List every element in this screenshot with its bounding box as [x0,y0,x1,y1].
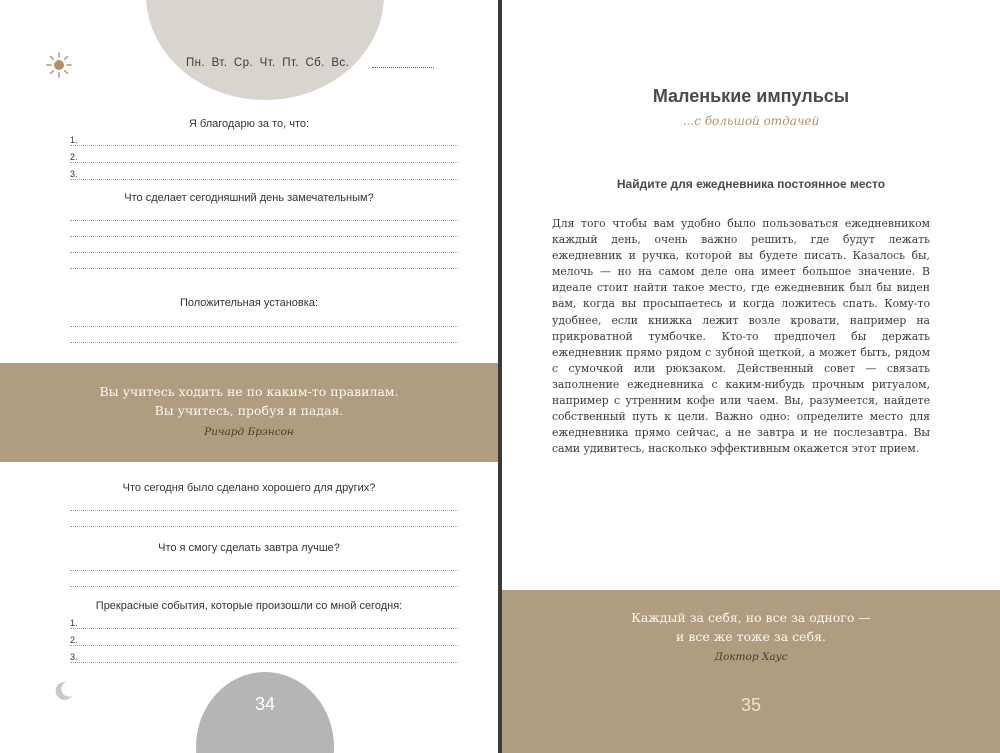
writing-line [70,618,458,629]
question-great-events: Прекрасные события, которые произошли со мной сегодня: [95,600,403,612]
writing-line [70,252,458,253]
writing-line [70,220,458,221]
section-heading: Найдите для ежедневника постоянное место [616,177,886,191]
quote-author: Доктор Хаус [714,651,788,663]
writing-line [70,152,458,163]
writing-line [70,652,458,663]
line-number: 1. [70,135,78,145]
question-grateful: Я благодарю за то, что: [188,118,310,130]
line-number: 3. [70,169,78,179]
writing-line [70,570,458,571]
question-do-better: Что я смогу сделать завтра лучше? [158,542,340,554]
right-page [502,0,1000,753]
writing-line [70,236,458,237]
line-number: 3. [70,652,78,662]
quote-line-2: и все же тоже за себя. [676,629,826,644]
question-affirmation: Положительная установка: [179,297,318,309]
writing-line [70,586,458,587]
quote-band [502,590,1000,753]
quote-line-1: Вы учитесь ходить не по каким-то правилам. [99,384,399,399]
quote-band [0,363,498,462]
page-number: 34 [254,694,276,714]
page-title: Маленькие импульсы [652,86,850,106]
writing-line [70,342,458,343]
page-subtitle: ...с большой отдачей [682,114,820,128]
question-good-for-others: Что сегодня было сделано хорошего для других? [122,482,376,494]
body-text: Для того чтобы вам удобно было пользоваться ежедневником каждый день, очень важно решить, где будут лежать ежедневник и ручка, которой вы будете писать. Казалось бы, мелочь — но на самом деле она имеет большое значение. В идеале стоит найти такое место, где ежедневник был бы виден вам, когда вы просыпаетесь и когда ложитесь спать. Кому-то удобнее, если книжка лежит возле кровати, например на прикроватной тумбочке. Кто-то предпочел бы держать ежедневник прямо рядом с зубной щеткой, а может быть, рядом с сумочкой или рюкзаком. Действенный совет — связать заполнение ежедневника с каким-нибудь прочным ритуалом, например с утренним кофе или чаем. Вы, разумеется, найдете собственный путь к цели. Важно одно: определите место для ежедневника прямо сейчас, а не завтра и не послезавтра. Вы сами удивитесь, насколько эффективным окажется этот прием. [552,217,930,456]
writing-line [70,510,458,511]
decorative-circle-top [146,0,384,100]
great-events-lines [70,614,458,663]
date-line [372,67,434,68]
writing-line [70,268,458,269]
quote-line-1: Каждый за себя, но все за одного — [631,610,871,625]
page-number: 35 [740,695,762,715]
writing-line [70,135,458,146]
weekday-selector: Пн. Вт. Ср. Чт. Пт. Сб. Вс. [186,57,350,69]
wonderful-day-lines [70,208,458,269]
affirmation-lines [70,313,458,343]
grateful-lines [70,132,458,180]
line-number: 2. [70,635,78,645]
writing-line [70,169,458,180]
question-wonderful-day: Что сделает сегодняшний день замечательным? [124,192,374,204]
writing-line [70,526,458,527]
good-for-others-lines [70,497,458,527]
line-number: 2. [70,152,78,162]
moon-icon [52,680,74,702]
writing-line [70,326,458,327]
writing-line [70,635,458,646]
quote-line-2: Вы учитесь, пробуя и падая. [154,403,344,418]
sun-icon [46,52,72,78]
left-page [0,0,498,753]
quote-author: Ричард Брэнсон [204,426,294,438]
do-better-lines [70,557,458,587]
line-number: 1. [70,618,78,628]
